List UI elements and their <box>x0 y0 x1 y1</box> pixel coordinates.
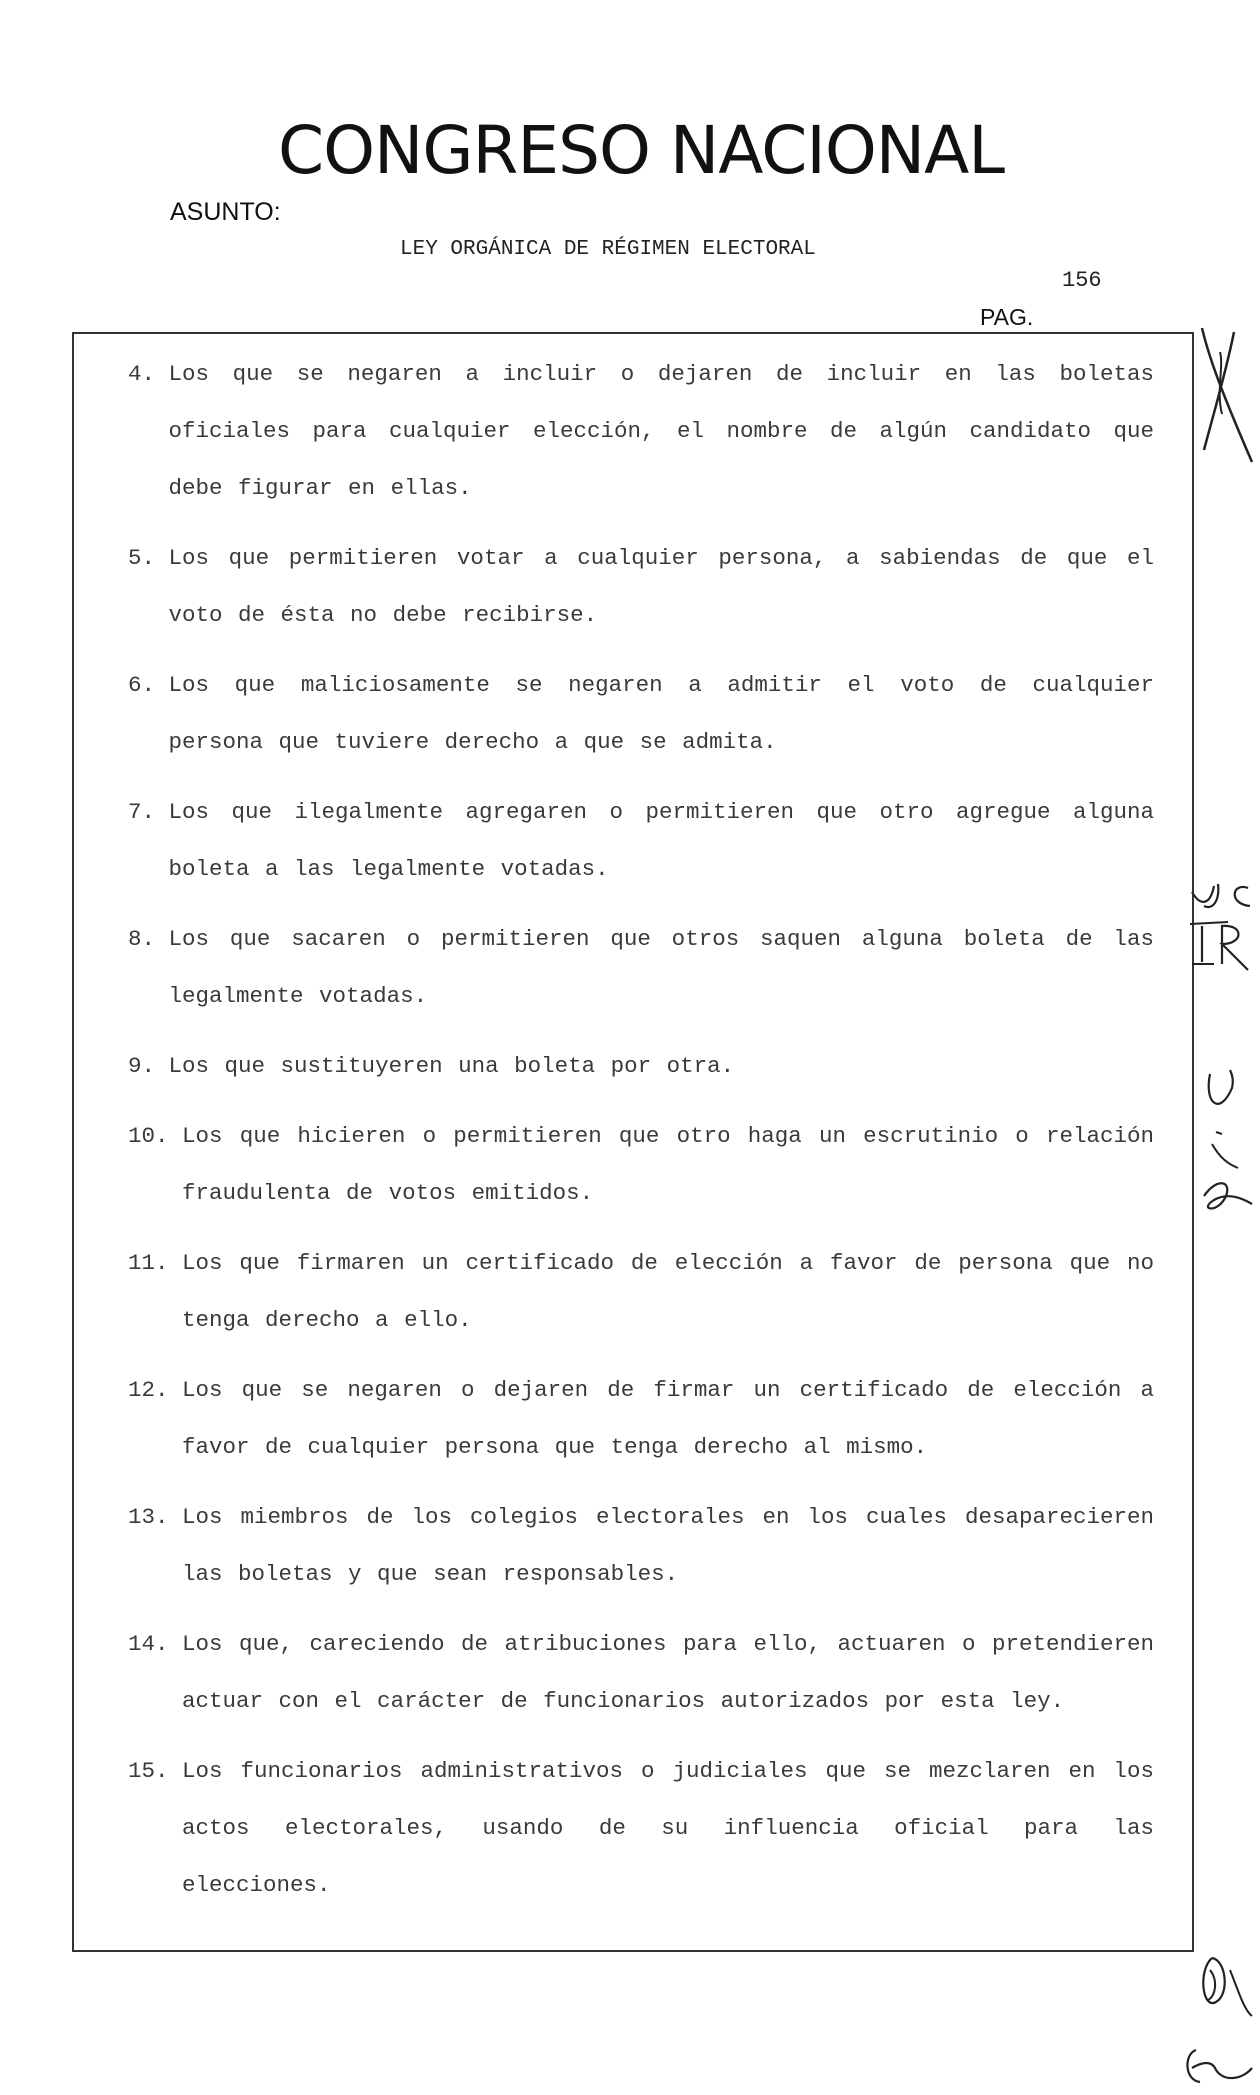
item-text: Los que hicieren o permitieren que otro haga un escrutinio o relación fraudulenta de votos emitidos. <box>182 1123 1154 1206</box>
item-number: 13. <box>128 1504 169 1530</box>
initials-mark-middle <box>1196 1068 1256 1228</box>
item-number: 9. <box>128 1053 156 1079</box>
signature-mark-bottom <box>1182 1950 1258 2090</box>
item-text: Los que se negaren o dejaren de firmar un certificado de elección a favor de cualquier persona que tenga derecho al mismo. <box>182 1377 1154 1460</box>
list-item <box>128 784 1154 898</box>
item-number: 11. <box>128 1250 169 1276</box>
list-item <box>128 1235 1154 1349</box>
item-text: Los que maliciosamente se negaren a admitir el voto de cualquier persona que tuviere derecho a que se admita. <box>168 672 1154 755</box>
list-item <box>128 1108 1154 1222</box>
item-text: Los funcionarios administrativos o judiciales que se mezclaren en los actos electorales, usando de su influencia oficial para las elecciones. <box>182 1758 1154 1898</box>
item-number: 10. <box>128 1123 169 1149</box>
list-item <box>128 1038 1154 1095</box>
item-number: 12. <box>128 1377 169 1403</box>
item-number: 8. <box>128 926 156 952</box>
item-text: Los que ilegalmente agregaren o permitieren que otro agregue alguna boleta a las legalmente votadas. <box>168 799 1154 882</box>
list-item <box>128 530 1154 644</box>
item-text: Los que sustituyeren una boleta por otra. <box>168 1053 735 1079</box>
item-text: Los que sacaren o permitieren que otros saquen alguna boleta de las legalmente votadas. <box>168 926 1154 1009</box>
item-number: 5. <box>128 545 156 571</box>
item-text: Los miembros de los colegios electorales en los cuales desaparecieren las boletas y que sean responsables. <box>182 1504 1154 1587</box>
item-text: Los que permitieren votar a cualquier persona, a sabiendas de que el voto de ésta no debe recibirse. <box>168 545 1154 628</box>
item-number: 14. <box>128 1631 169 1657</box>
item-number: 6. <box>128 672 156 698</box>
page-label: PAG. <box>980 304 1034 330</box>
list-item <box>128 1743 1154 1914</box>
list-item <box>128 1489 1154 1603</box>
item-number: 7. <box>128 799 156 825</box>
document-title: CONGRESO NACIONAL <box>278 112 1005 189</box>
article-list <box>128 346 1154 1927</box>
asunto-label: ASUNTO: <box>170 198 281 226</box>
page-number: 156 <box>1062 268 1102 293</box>
item-text: Los que se negaren a incluir o dejaren de incluir en las boletas oficiales para cualquier elección, el nombre de algún candidato que debe figurar en ellas. <box>168 361 1154 501</box>
item-number: 15. <box>128 1758 169 1784</box>
signature-mark-top <box>1196 322 1258 472</box>
list-item <box>128 1616 1154 1730</box>
item-text: Los que, careciendo de atribuciones para ello, actuaren o pretendieren actuar con el carácter de funcionarios autorizados por esta ley. <box>182 1631 1154 1714</box>
initials-mark-jc-ir <box>1188 880 1258 980</box>
document-subject: LEY ORGÁNICA DE RÉGIMEN ELECTORAL <box>400 238 816 261</box>
item-number: 4. <box>128 361 156 387</box>
list-item <box>128 1362 1154 1476</box>
list-item <box>128 346 1154 517</box>
list-item <box>128 911 1154 1025</box>
list-item <box>128 657 1154 771</box>
item-text: Los que firmaren un certificado de elección a favor de persona que no tenga derecho a ello. <box>182 1250 1154 1333</box>
